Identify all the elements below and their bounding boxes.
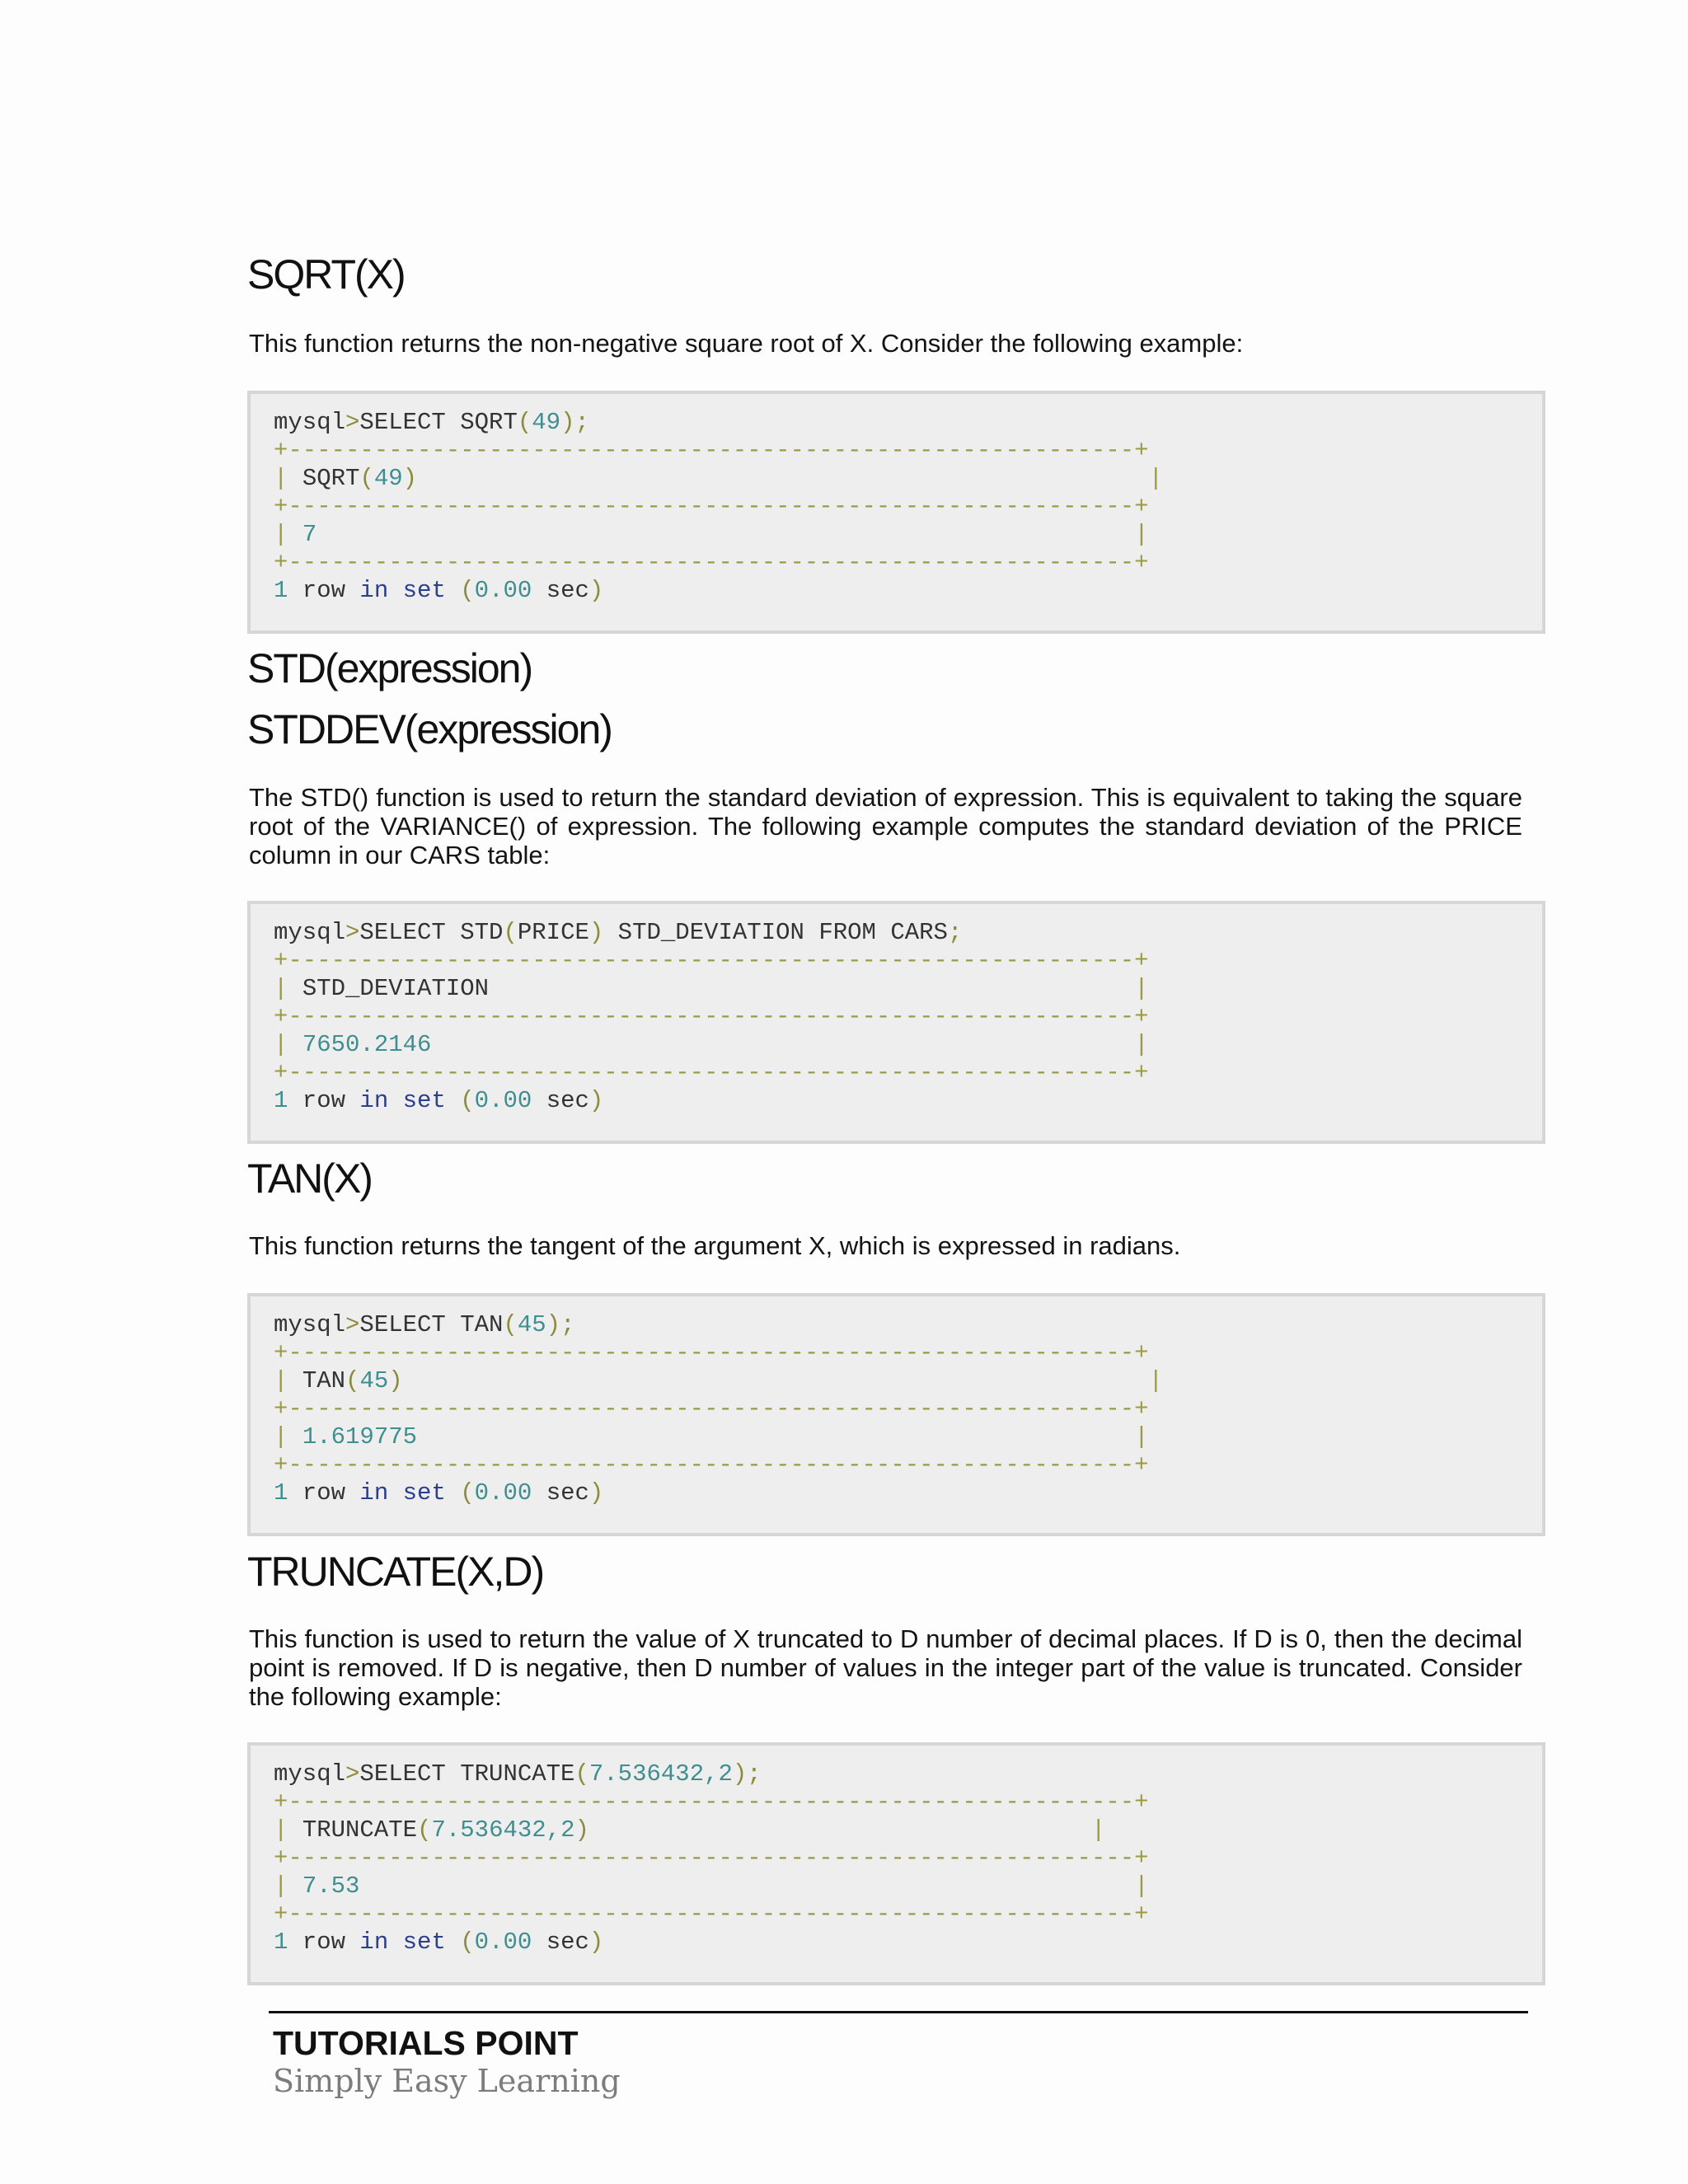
section-heading-tan: TAN(X): [247, 1155, 372, 1202]
section-paragraph-std: The STD() function is used to return the standard deviation of expression. This is equivalent to taking the square root of the VARIANCE() of expression. The following example computes the standard deviation of the PRICE column in our CARS table:: [249, 783, 1522, 869]
footer-tagline: Simply Easy Learning: [273, 2063, 621, 2099]
code-text-std: mysql>SELECT STD(PRICE) STD_DEVIATION FROM CARS; +-----------------------------------------------------------+ | STD_DEVIATION | +-----------------------------------------------------------+ | 7650.2146 | +-----------------------------------------------------------+ 1 row in set (0.00 sec): [274, 919, 1149, 1114]
section-paragraph-sqrt: This function returns the non-negative square root of X. Consider the following example:: [249, 329, 1244, 358]
section-paragraph-tan: This function returns the tangent of the argument X, which is expressed in radians.: [249, 1231, 1181, 1260]
footer-divider: [269, 2011, 1528, 2013]
section-heading-stddev: STDDEV(expression): [247, 706, 612, 752]
code-block-truncate: [247, 1742, 1545, 1985]
footer-brand: TUTORIALS POINT: [273, 2024, 579, 2062]
code-block-std: [247, 901, 1545, 1144]
code-block-tan: [247, 1293, 1545, 1536]
code-text-sqrt: mysql>SELECT SQRT(49); +-----------------------------------------------------------+ | SQRT(49) | +-----------------------------------------------------------+ | 7 | +-----------------------------------------------------------+ 1 row in set (0.00 sec): [274, 409, 1164, 604]
section-heading-truncate: TRUNCATE(X,D): [247, 1549, 544, 1595]
section-heading-sqrt: SQRT(X): [247, 251, 405, 298]
code-text-truncate: mysql>SELECT TRUNCATE(7.536432,2); +-----------------------------------------------------------+ | TRUNCATE(7.536432,2) | +-----------------------------------------------------------+ | 7.53 | +-----------------------------------------------------------+ 1 row in set (0.00 sec): [274, 1760, 1149, 1956]
code-block-sqrt: [247, 391, 1545, 634]
section-heading-std: STD(expression): [247, 645, 532, 691]
section-paragraph-truncate: This function is used to return the value of X truncated to D number of decimal places. If D is 0, then the decimal point is removed. If D is negative, then D number of values in the integer part of the value is truncated. Consider the following example:: [249, 1624, 1522, 1711]
code-text-tan: mysql>SELECT TAN(45); +-----------------------------------------------------------+ | TAN(45) | +-----------------------------------------------------------+ | 1.619775 | +-----------------------------------------------------------+ 1 row in set (0.00 sec): [274, 1311, 1164, 1507]
